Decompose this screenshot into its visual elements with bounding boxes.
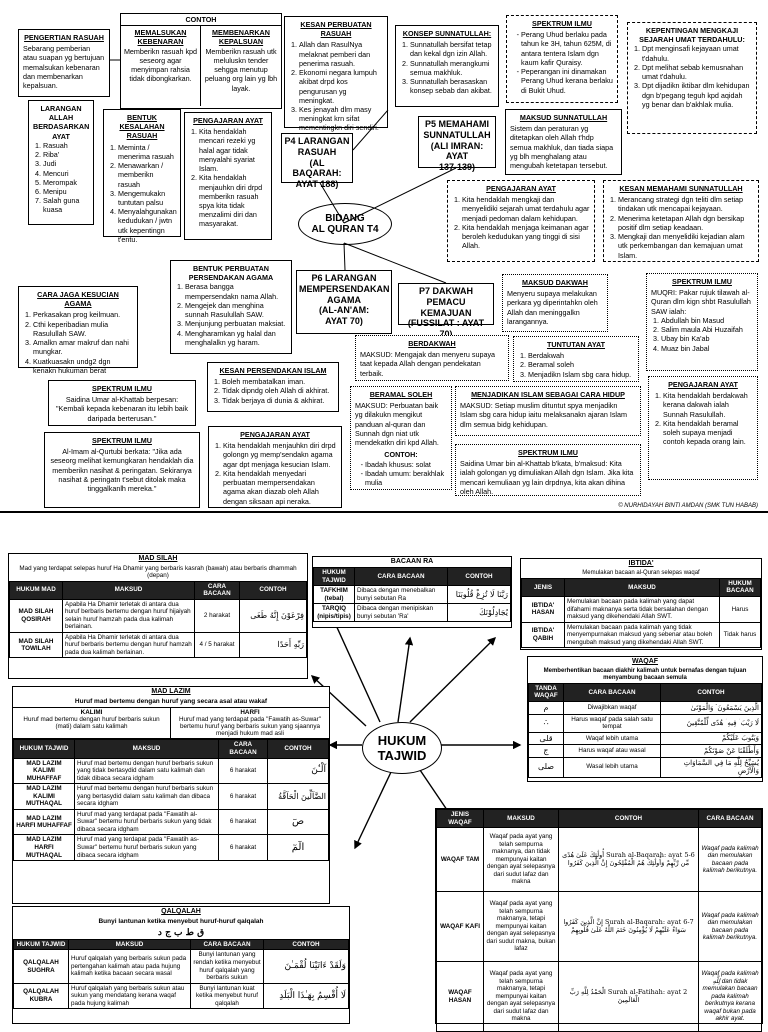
list-item: 2. Menawarkan / memberikn rasuah bbox=[118, 161, 176, 189]
maksud-sunnatullah-box bbox=[505, 109, 622, 175]
list-item: 1. Kita hendaklah mencari rezeki yg halal agar tidak menyalahi syariat Islam. bbox=[199, 127, 267, 173]
mad-lazim-subtitle: Huruf mad bertemu dengan huruf yang secara asal atau wakaf bbox=[74, 698, 268, 706]
table-cell: WAQAF TAM bbox=[437, 828, 484, 892]
table-cell: MAD LAZIM HARFI MUTHAQAL bbox=[14, 835, 75, 861]
list-item: 4. Muaz bin Jabal bbox=[661, 344, 753, 353]
p5-line4: 137-139) bbox=[438, 162, 476, 173]
mad-lazim-table bbox=[12, 686, 330, 904]
list-item: 3. Tidak berjaya di dunia & akhirat. bbox=[222, 396, 334, 405]
p7-line3: (FUSSILAT : AYAT bbox=[407, 318, 485, 329]
bidang-line2: AL QURAN T4 bbox=[311, 224, 379, 235]
qalqalah-grid bbox=[13, 939, 349, 1009]
table-cell: ∴ bbox=[529, 714, 564, 732]
list-item: 1. Meminta / menerima rasuah bbox=[118, 143, 176, 161]
berdakwah-box bbox=[355, 335, 509, 381]
kesan-rasuah-title: KESAN PERBUATAN RASUAH bbox=[300, 20, 372, 39]
table-row bbox=[529, 714, 762, 732]
pengajaran-persendakan-box bbox=[208, 426, 342, 508]
waqaf-title: WAQAF bbox=[631, 658, 659, 665]
jenis-waqaf-table bbox=[435, 808, 763, 1024]
spektrum-umar-text: Saidina Umar al-Khattab berpesan: "Kembali kepada kebenaran itu lebih baik daripada berterusan." bbox=[55, 395, 188, 423]
list-item: 2. Kita hendaklah menjaga keimanan agar beroleh kedudukan yang tinggi di sisi Allah. bbox=[462, 223, 590, 251]
larangan-title: LARANGAN ALLAH BERDASARKAN AYAT bbox=[33, 104, 90, 141]
credit-text: © NURHIDAYAH BINTI AMDAN (SMK TUN HABAB) bbox=[618, 503, 758, 509]
table-cell: Waqaf pada kalimah لِلَّهِ dan tidak memulakan bacaan pada kalimah berikutnya kerana waqaf bukan pada akhir ayat. bbox=[699, 962, 762, 1032]
table-row bbox=[14, 950, 349, 983]
column-header: MAKSUD bbox=[565, 578, 720, 596]
list-item: 1. Kita hendaklah berdakwah kerana dakwah ialah Sunnah Rasulullah. bbox=[663, 391, 753, 419]
table-cell: الٓمٓ bbox=[268, 835, 329, 861]
table-cell: TAFKHIM (tebal) bbox=[314, 586, 355, 604]
list-item: - Ibadah khusus: solat bbox=[365, 460, 447, 469]
pengertian-title: PENGERTIAN RASUAH bbox=[24, 33, 104, 42]
spektrum-umar2-box bbox=[455, 444, 641, 496]
pengertian-rasuah-box bbox=[18, 29, 110, 97]
table-cell: MAD SILAH QOSIRAH bbox=[10, 599, 63, 632]
p4-line3: (AL BAQARAH: bbox=[292, 157, 342, 179]
table-row bbox=[14, 784, 329, 810]
table-cell: لَا رَيْبَ ۛ فِيهِ ۛ هُدًى لِّلْمُتَّقِينَ bbox=[661, 714, 762, 732]
kesan-rasuah-box bbox=[284, 16, 388, 133]
pengajaran-dakwah-box bbox=[648, 376, 758, 480]
table-cell: وَأَطْلَقْنَا عَنْ صَوْتَكُمْ bbox=[661, 745, 762, 758]
contoh-col1-text: Memberikn rasuah kpd seseorg agar menyimpan rahsia tidak dibongkarkan. bbox=[123, 46, 198, 84]
table-cell: Huruf mad yang terdapat pada "Fawatih al-Suwar" bertemu huruf berbaris sukun yang tidak dibaca secara idgham bbox=[75, 809, 219, 835]
beramal-soleh-title: BERAMAL SOLEH bbox=[369, 390, 433, 399]
hukum-tajwid-ellipse bbox=[362, 722, 442, 774]
table-row bbox=[529, 745, 762, 758]
column-header: MAKSUD bbox=[75, 740, 219, 758]
list-item: 2. Beramal soleh bbox=[528, 360, 634, 369]
cara-jaga-title: CARA JAGA KESUCIAN AGAMA bbox=[37, 290, 119, 309]
larangan-rasuah-box bbox=[28, 100, 94, 225]
table-cell: الضَّآلِّينَ الْحَآقَّةُ bbox=[268, 784, 329, 810]
table-cell: MAD LAZIM KALIMI MUTHAQAL bbox=[14, 784, 75, 810]
list-item: 4. Menyalahgunakan kedudukan / jwtn utk kepentingn t'entu. bbox=[118, 207, 176, 244]
table-cell: Waqaf pada ayat yang telah sempurna maknanya, tetapi mempunyai kaitan dengan ayat selepasnya dari sudut lafaz dan makna bbox=[484, 962, 559, 1032]
table-cell: فِرْعَوْنَ إِنَّهُ طَغَى bbox=[240, 599, 307, 632]
list-item: 1. Perkasakan prog keilmuan. bbox=[33, 310, 133, 319]
list-item: 1. Berasa bangga mempersendakn nama Allah. bbox=[185, 282, 287, 300]
beramal-contoh-title: CONTOH: bbox=[384, 450, 418, 460]
table-cell: Harus waqaf pada salah satu tempat bbox=[564, 714, 661, 732]
table-cell: Bunyi lantunan kuat ketika menyebut huruf qalqalah bbox=[191, 983, 264, 1009]
ibtida-grid bbox=[521, 578, 761, 648]
table-cell: 6 harakat bbox=[219, 784, 268, 810]
table-cell: Bunyi lantunan yang rendah ketika menyebut huruf qalqalah yang berbaris sukun bbox=[191, 950, 264, 983]
column-header: HUKUM TAJWID bbox=[14, 740, 75, 758]
table-row bbox=[522, 622, 761, 648]
table-cell: Memulakan bacaan pada kalimah yang tidak menyempurnakan maksud yang sebenar atau boleh mengubah maksud yang dikehendaki Allah SWT. bbox=[565, 622, 720, 648]
table-row bbox=[522, 597, 761, 623]
list-item: 2. Riba' bbox=[43, 150, 89, 159]
kalimi-title: KALIMI bbox=[80, 708, 103, 716]
column-header: CONTOH bbox=[448, 568, 511, 586]
table-cell: Wasal lebih utama bbox=[564, 757, 661, 777]
berdakwah-title: BERDAKWAH bbox=[408, 339, 456, 348]
table-cell: IBTIDA' HASAN bbox=[522, 597, 565, 623]
table-cell: 2 harakat bbox=[195, 599, 240, 632]
table-cell: Memulakan bacaan pada kalimah yang dapat difahami maknanya serta tidak bersalahan dengan maksud yang dikehendaki Allah SWT. bbox=[565, 597, 720, 623]
column-header: MAKSUD bbox=[63, 581, 195, 599]
p6-line4: (AL-AN'AM: bbox=[318, 305, 370, 316]
maksud-sunnatullah-text: Sistem dan peraturan yg ditetapkan oleh Allah t'hdp semua makhluk, dan tiada siapa yg blh menghalang atau mengubah ketetapan tersebut. bbox=[510, 124, 614, 171]
kesan-sunnatullah-title: KESAN MEMAHAMI SUNNATULLAH bbox=[619, 184, 743, 193]
column-header: HUKUM TAJWID bbox=[314, 568, 355, 586]
column-header: CARA BACAAN bbox=[564, 683, 661, 701]
column-header: CARA BACAAN bbox=[195, 581, 240, 599]
table-cell: MAD LAZIM KALIMI MUHAFFAF bbox=[14, 758, 75, 784]
table-cell: Waqaf pada ayat yang telah sempurna maknanya, dan tidak mempunyai kaitan dengan ayat selepasnya dari sudut lafaz dan makna bbox=[484, 828, 559, 892]
table-cell: MAD LAZIM HARFI MUHAFFAF bbox=[14, 809, 75, 835]
p7-line2: PEMACU KEMAJUAN bbox=[420, 296, 472, 318]
table-cell: WAQAF HASAN bbox=[437, 962, 484, 1032]
table-cell: لَا أُقْسِمُ بِهَـٰذَا الْبَلَدِ bbox=[264, 983, 349, 1009]
table-row bbox=[314, 604, 511, 622]
bentuk-kesalahan-title: BENTUK KESALAHAN RASUAH bbox=[119, 113, 165, 141]
column-header: JENIS bbox=[522, 578, 565, 596]
p6-line2: MEMPERSENDAKAN bbox=[299, 283, 390, 294]
table-cell: TARQIQ (nipis/tipis) bbox=[314, 604, 355, 622]
table-row bbox=[529, 757, 762, 777]
list-item: 3. Ubay bin Ka'ab bbox=[661, 334, 753, 343]
p7-line1: P7 DAKWAH bbox=[418, 286, 473, 296]
table-cell: رَبِّهِ أَحَدًا bbox=[240, 632, 307, 658]
table-cell: QALQALAH KUBRA bbox=[14, 983, 69, 1009]
maksud-dakwah-box bbox=[502, 274, 608, 332]
column-header: CARA BACAAN bbox=[191, 939, 264, 950]
column-header: CARA BACAAN bbox=[699, 810, 762, 828]
berdakwah-text: MAKSUD: Mengajak dan menyeru supaya taat kepada Allah dengan pendekatan terbaik. bbox=[360, 350, 496, 378]
p4-line2: RASUAH bbox=[297, 146, 337, 157]
list-item: 3. Amalkn amar makruf dan nahi mungkar. bbox=[33, 338, 133, 356]
p5-topic-box bbox=[418, 116, 496, 173]
p6-line3: AGAMA bbox=[327, 294, 361, 305]
table-row bbox=[437, 828, 762, 892]
list-item: 6. Menipu bbox=[43, 187, 89, 196]
list-item: 2. Kita hendaklah menjauhkn diri drpd memberikn rasuah spya kita tidak menzalimi diri dan masyarakat. bbox=[199, 173, 267, 228]
table-cell: 6 harakat bbox=[219, 758, 268, 784]
table-cell: 4 / 5 harakat bbox=[195, 632, 240, 658]
table-cell: Dibaca dengan menipiskan bunyi sebutan 'Ra' bbox=[355, 604, 448, 622]
list-item: 2. Ekonomi negara lumpuh akibat drpd kos pengurusan yg meningkat. bbox=[299, 68, 383, 105]
kalimi-text: Huruf mad bertemu dengan huruf berbaris sukun (mati) dalam satu kalimah bbox=[23, 715, 160, 730]
spektrum-muqri-box bbox=[646, 273, 758, 371]
list-item: 7. Salah guna kuasa bbox=[43, 196, 89, 214]
table-cell: Waqaf pada kalimah dan memulakan bacaan pada kalimah berikutnya. bbox=[699, 892, 762, 962]
pengajaran-rasuah-box bbox=[184, 112, 272, 240]
list-item: 2. Mengejek dan menghina sunnah Rasulullah SAW. bbox=[185, 301, 287, 319]
konsep-sunnatullah-box bbox=[395, 25, 499, 107]
table-cell: Huruf mad bertemu dengan huruf berbaris sukun yang bertasydid dalam satu kalimah dan dibaca secara idgham bbox=[75, 784, 219, 810]
kepentingan-title: KEPENTINGAN MENGKAJI SEJARAH UMAT TERDAHULU: bbox=[639, 26, 745, 45]
table-cell: WAQAF KAFI bbox=[437, 892, 484, 962]
list-item: 3. Dpt dijadikn iktibar dlm kehidupan dgn b'pegang teguh kpd aqidah yg benar dan b'akhlak mulia. bbox=[642, 81, 752, 109]
pengajaran-title: PENGAJARAN AYAT bbox=[486, 184, 556, 193]
table-cell: 6 harakat bbox=[219, 835, 268, 861]
table-cell: ج bbox=[529, 745, 564, 758]
pengajaran-title: PENGAJARAN AYAT bbox=[193, 116, 263, 125]
mad-lazim-grid bbox=[13, 739, 329, 861]
contoh-col2-title: MEMBENARKAN KEPALSUAN bbox=[212, 28, 270, 47]
list-item: 1. Dpt menginsafi kejayaan umat t'dahulu. bbox=[642, 44, 752, 62]
kesan-persendakan-box bbox=[207, 362, 339, 412]
hukum-tajwid-line1: HUKUM bbox=[377, 733, 427, 748]
table-cell: Huruf mad yang terdapat pada "Fawatih as-Suwar" bertemu huruf berbaris sukun yang dibaca secara idgham bbox=[75, 835, 219, 861]
table-cell: 6 harakat bbox=[219, 809, 268, 835]
section-divider bbox=[0, 511, 768, 513]
jenis-waqaf-grid bbox=[436, 809, 762, 1032]
ibtida-subtitle: Memulakan bacaan al-Quran selepas waqaf bbox=[582, 570, 700, 577]
pengajaran-sunnatullah-box bbox=[447, 180, 595, 262]
tuntutan-title: TUNTUTAN AYAT bbox=[546, 340, 606, 349]
table-cell: Waqaf pada kalimah dan memulakan bacaan pada kalimah berikutnya. bbox=[699, 828, 762, 892]
table-row bbox=[10, 632, 307, 658]
list-item: 3. Menjadikn Islam sbg cara hidup. bbox=[528, 370, 634, 379]
table-row bbox=[314, 586, 511, 604]
islam-cara-hidup-title: MENJADIKAN ISLAM SEBAGAI CARA HIDUP bbox=[471, 390, 625, 399]
table-cell: صلى bbox=[529, 757, 564, 777]
list-item: 3. Sunnatullah berasaskan konsep sebab dan akibat. bbox=[410, 77, 494, 95]
list-item: 1. Abdullah bin Masud bbox=[661, 316, 753, 325]
spektrum-title: SPEKTRUM ILMU bbox=[532, 19, 592, 28]
ibtida-title: IBTIDA' bbox=[628, 560, 654, 567]
table-row bbox=[14, 758, 329, 784]
pengajaran-title: PENGAJARAN AYAT bbox=[240, 430, 310, 439]
table-cell: آلْـٰٔنَ bbox=[268, 758, 329, 784]
table-cell: Tidak harus bbox=[720, 622, 761, 648]
list-item: 2. Sunnatullah merangkumi semua makhluk. bbox=[410, 59, 494, 77]
kepentingan-sejarah-box bbox=[627, 22, 757, 134]
list-item: 2. Salim maula Abi Huzaifah bbox=[661, 325, 753, 334]
spektrum-umar2-text: Saidina Umar bin al-Khattab b'kata, b'maksud: Kita ialah golongan yg dimuliakan Allah dgn Islam. Jika kita mencari kemuliaan yg lain drpdnya, kita akan dihina oleh Allah. bbox=[460, 459, 634, 496]
bentuk-persendakan-title: BENTUK PERBUATAN PERSENDAKAN AGAMA bbox=[188, 264, 274, 283]
p5-line1: P5 MEMAHAMI bbox=[424, 119, 489, 129]
p6-topic-box bbox=[296, 270, 392, 334]
column-header: CONTOH bbox=[240, 581, 307, 599]
table-cell: Apabila Ha Dhamir terletak di antara dua huruf berbaris bertemu dengan huruf hijaiyah selain huruf hamzah pada dua kalimah berlainan. bbox=[63, 599, 195, 632]
p4-line1: P4 LARANGAN bbox=[284, 136, 350, 146]
islam-cara-hidup-box bbox=[455, 386, 641, 436]
list-item: 1. Allah dan RasulNya melaknat pemberi dan penerima rasuah. bbox=[299, 40, 383, 68]
spektrum-uhud-box bbox=[506, 15, 618, 103]
table-row bbox=[14, 835, 329, 861]
spektrum-title: SPEKTRUM ILMU bbox=[92, 384, 152, 393]
column-header: HUKUM TAJWID bbox=[14, 939, 69, 950]
table-cell: Dibaca dengan menebalkan bunyi sebutan Ra bbox=[355, 586, 448, 604]
qalqalah-title: QALQALAH bbox=[161, 908, 201, 915]
column-header: CARA BACAAN bbox=[219, 740, 268, 758]
table-row bbox=[437, 962, 762, 1032]
waqaf-subtitle: Memberhentikan bacaan diakhir kalimah untuk bernafas dengan tujuan menyambung bacaan semula bbox=[543, 668, 747, 681]
table-cell: Surah al-Fatihah: ayat 2 الْحَمْدُ لِلَّهِ رَبِّ الْعَالَمِينَ bbox=[559, 962, 699, 1032]
list-item: 2. Cthi keperibadian mulia Rasulullah SAW. bbox=[33, 320, 133, 338]
table-cell: Apabila Ha Dhamir terletak di antara dua huruf berbaris bertemu dengan huruf hamzah pada dua kalimah berlainan. bbox=[63, 632, 195, 658]
p4-line4: AYAT 188) bbox=[295, 179, 339, 190]
column-header: MAKSUD bbox=[69, 939, 191, 950]
list-item: - Ibadah umum: berakhlak mulia bbox=[365, 469, 447, 487]
table-cell: Waqaf lebih utama bbox=[564, 732, 661, 745]
kesan-sunnatullah-box bbox=[603, 180, 759, 262]
contoh-col2-text: Memberikn rasuah utk meluluskn tender sehgga menutup peluang org lain yg lbh layak. bbox=[204, 46, 278, 93]
maksud-sunnatullah-title: MAKSUD SUNNATULLAH bbox=[519, 113, 608, 122]
bidang-line1: BIDANG bbox=[325, 213, 365, 224]
list-item: 1. Rasuah bbox=[43, 141, 89, 150]
column-header: CONTOH bbox=[268, 740, 329, 758]
list-item: 3. Judi bbox=[43, 159, 89, 168]
column-header: CARA BACAAN bbox=[355, 568, 448, 586]
table-cell: م bbox=[529, 701, 564, 714]
konsep-title: KONSEP SUNNATULLAH: bbox=[402, 29, 492, 38]
mad-silah-grid bbox=[9, 581, 307, 659]
spektrum-title: SPEKTRUM ILMU bbox=[518, 448, 578, 457]
list-item: 3. Mengemukakn tuntutan palsu bbox=[118, 189, 176, 207]
list-item: 2. Menerima ketetapan Allah dgn bersikap positif dlm setiap keadaan. bbox=[618, 214, 754, 232]
mad-lazim-title: MAD LAZIM bbox=[151, 688, 191, 695]
column-header: MAKSUD bbox=[484, 810, 559, 828]
column-header: HUKUM MAD bbox=[10, 581, 63, 599]
column-header: TANDA WAQAF bbox=[529, 683, 564, 701]
bentuk-persendakan-box bbox=[170, 260, 292, 354]
kesan-persendakan-title: KESAN PERSENDAKAN ISLAM bbox=[219, 366, 327, 375]
list-item: 3. Mengkaji dan menyelidiki kejadian alam utk perkembangan dan kemajuan umat Islam. bbox=[618, 232, 754, 260]
table-cell: Huruf qalqalah yang berbaris sukun pada pertengahan kalimah atau pada hujung kalimah ketika bacaan secara wasal bbox=[69, 950, 191, 983]
harfi-title: HARFI bbox=[240, 708, 260, 716]
list-item: 4. Mencuri bbox=[43, 169, 89, 178]
list-item: 1. Kita hendaklah menjauhkn diri drpd golongn yg memp'sendakn agama agar dpt menjaga kesucian Islam. bbox=[223, 441, 337, 469]
list-item: 3. Kes jenayah dlm masy meningkat krn sifat mementingkn diri sendiri. bbox=[299, 105, 383, 133]
pengertian-text: Sebarang pemberian atau suapan yg bertujuan memalsukan kebenaran dan membenarkan kepalsuan. bbox=[23, 44, 105, 91]
table-cell: الَّذِينَ يَسْمَعُونَ ۘ وَالْمَوْتَىٰ bbox=[661, 701, 762, 714]
contoh-title: CONTOH bbox=[121, 14, 281, 26]
cara-jaga-box bbox=[18, 286, 138, 375]
table-row bbox=[529, 701, 762, 714]
list-item: 2. Kita hendaklah beramal soleh supaya menjadi contoh kepada orang lain. bbox=[663, 419, 753, 447]
list-item: 1. Kita hendaklah mengkaji dan menyelidiki sejarah umat terdahulu agar menjadi pedoman dalam kehidupan. bbox=[462, 195, 590, 223]
contoh-col1-title: MEMALSUKAN KEBENARAN bbox=[134, 28, 187, 47]
spektrum-title: SPEKTRUM ILMU bbox=[672, 277, 732, 286]
table-row bbox=[10, 599, 307, 632]
p7-topic-box bbox=[398, 283, 494, 329]
table-cell: Huruf mad bertemu dengan huruf berbaris sukun yang tidak bertasydid dalam satu kalimah dan tidak dibaca secara idgham bbox=[75, 758, 219, 784]
list-item: 1. Berdakwah bbox=[528, 351, 634, 360]
column-header: JENIS WAQAF bbox=[437, 810, 484, 828]
list-item: - Peperangan ini dinamakan Perang Uhud kerana berlaku di Bukit Uhud. bbox=[521, 67, 613, 95]
list-item: 1. Merancang strategi dgn teliti dlm setiap tindakan utk mencapai kejayaan. bbox=[618, 195, 754, 213]
maksud-dakwah-text: Menyeru supaya melakukan perkara yg diperintahkn oleh Allah dan meninggalkn larangannya. bbox=[507, 289, 598, 326]
list-item: 1. Boleh membatalkan iman. bbox=[222, 377, 334, 386]
table-row bbox=[437, 892, 762, 962]
column-header: CONTOH bbox=[559, 810, 699, 828]
tuntutan-ayat-box bbox=[513, 336, 639, 382]
islam-cara-hidup-text: MAKSUD: Setiap muslim dituntut spya menjadikn Islam sbg cara hidup iaitu melaksanakn ajaran Islam dlm semua bidg kehidupan. bbox=[460, 401, 627, 429]
table-cell: قلى bbox=[529, 732, 564, 745]
list-item: 4. Mengharamkan yg halal dan menghalalkn yg haram. bbox=[185, 329, 287, 347]
table-cell: IBTIDA' QABIH bbox=[522, 622, 565, 648]
table-cell: وَيَتُوبَ عَلَيْكُمْ bbox=[661, 732, 762, 745]
table-cell: رَبَّنَا لَا تُزِغْ قُلُوبَنَا bbox=[448, 586, 511, 604]
hukum-tajwid-line2: TAJWID bbox=[377, 748, 427, 763]
table-cell: Surah al-Baqarah: ayat 5-6 أُولَٰئِكَ عَلَىٰ هُدًى مِّن رَّبِّهِمْ وَأُولَٰئِكَ هُمُ الْمُفْلِحُونَ إِنَّ الَّذِينَ كَفَرُوا bbox=[559, 828, 699, 892]
mad-silah-title: MAD SILAH bbox=[138, 555, 178, 562]
p5-line2: SUNNATULLAH bbox=[423, 129, 491, 140]
mad-silah-subtitle: Mad yang terdapat selepas huruf Ha Dhamir yang berbaris kasrah (bawah) atau berbaris dhammah (depan) bbox=[19, 565, 297, 580]
list-item: 2. Kita hendaklah menyedari perbuatan mempersendakan agama akan diazab oleh Allah dengan siksaan api neraka. bbox=[223, 469, 337, 506]
list-item: 2. Dpt melihat sebab kemusnahan umat t'dahulu. bbox=[642, 63, 752, 81]
harfi-text: Huruf mad yang terdapat pada "Fawatih as-Suwar" bertemu huruf yang berbaris sukun yang sjaannya menjadi hukum mad asli bbox=[178, 715, 322, 738]
spektrum-qurtubi-box bbox=[44, 432, 200, 508]
column-header: CONTOH bbox=[661, 683, 762, 701]
p5-line3: (ALI IMRAN: AYAT bbox=[430, 140, 484, 162]
table-cell: Surah al-Baqarah: ayat 6-7 إِنَّ الَّذِينَ كَفَرُوا سَوَاءٌ عَلَيْهِمْ لَا يُؤْمِنُونَ خَتَمَ اللَّهُ عَلَىٰ قُلُوبِهِمْ bbox=[559, 892, 699, 962]
bacaan-ra-title: BACAAN RA bbox=[390, 558, 434, 565]
column-header: HUKUM BACAAN bbox=[720, 578, 761, 596]
table-cell: يُسَبِّحُ لِلَّهِ مَا فِي السَّمَاوَاتِ وَالْأَرْضِ bbox=[661, 757, 762, 777]
table-cell: Diwajibkan waqaf bbox=[564, 701, 661, 714]
p4-topic-box bbox=[281, 133, 353, 190]
table-cell: Waqaf pada ayat yang telah sempurna maknanya, tetapi mempunyai kaitan dengan ayat selepasnya dari sudut makna, bukan lafaz bbox=[484, 892, 559, 962]
table-cell: صٓ bbox=[268, 809, 329, 835]
list-item: 4. Kuatkuasakn undg2 dgn kenakn hukuman berat bbox=[33, 357, 133, 375]
spektrum-umar-box bbox=[48, 380, 196, 426]
bidang-ellipse bbox=[298, 203, 392, 245]
maksud-dakwah-title: MAKSUD DAKWAH bbox=[522, 278, 588, 287]
table-cell: Huruf qalqalah yang berbaris sukun atau sukun yang mendatang kerana waqaf pada hujung kalimah bbox=[69, 983, 191, 1009]
p6-line5: AYAT 70) bbox=[325, 316, 363, 327]
table-cell: MAD SILAH TOWILAH bbox=[10, 632, 63, 658]
bacaan-ra-grid bbox=[313, 567, 511, 622]
qalqalah-letters: ق ط ب ج د bbox=[157, 927, 205, 938]
list-item: 3. Menjunjung perbuatan maksiat. bbox=[185, 319, 287, 328]
qalqalah-subtitle: Bunyi lantunan ketika menyebut huruf-huruf qalqalah bbox=[98, 918, 264, 926]
spektrum-title: SPEKTRUM ILMU bbox=[92, 436, 152, 445]
ibtida-table bbox=[520, 558, 762, 650]
list-item: 5. Merompak bbox=[43, 178, 89, 187]
contoh-box bbox=[120, 13, 282, 109]
beramal-soleh-box bbox=[350, 386, 452, 490]
bacaan-ra-table bbox=[312, 556, 512, 628]
mad-silah-table bbox=[8, 553, 308, 679]
table-cell: وَلَقَدْ ءَاتَيْنَا لُقْمَـٰنَ bbox=[264, 950, 349, 983]
table-row bbox=[14, 809, 329, 835]
table-row bbox=[14, 983, 349, 1009]
bentuk-kesalahan-box bbox=[103, 109, 181, 244]
table-row bbox=[529, 732, 762, 745]
column-header: CONTOH bbox=[264, 939, 349, 950]
list-item: 1. Sunnatullah bersifat tetap dan kekal dgn izin Allah. bbox=[410, 40, 494, 58]
table-cell: Harus bbox=[720, 597, 761, 623]
beramal-soleh-text: MAKSUD: Perbuatan baik yg dilakukn mengikut panduan al-quran dan Sunnah dgn niat utk mendekatkn diri kpd Allah. bbox=[355, 401, 439, 448]
p6-line1: P6 LARANGAN bbox=[311, 273, 377, 283]
waqaf-table bbox=[527, 656, 763, 782]
table-cell: Harus waqaf atau wasal bbox=[564, 745, 661, 758]
qalqalah-table bbox=[12, 906, 350, 1024]
spektrum-muqri-intro: MUQRI: Pakar rujuk tilawah al-Quran dlm kign shbt Rasulullah SAW ialah: bbox=[651, 288, 751, 316]
list-item: 2. Tidak dipndg oleh Allah di akhirat. bbox=[222, 386, 334, 395]
table-cell: يُجَادِلُوْنَكَ bbox=[448, 604, 511, 622]
spektrum-qurtubi-text: Al-Imam al-Qurtubi berkata: "Jika ada seseorg melihat kemungkaran hendaklah dia memberikn nasihat & peringatan. Sekiranya nasihat & peringatn t'sebut ditolak maka tinggalkanlh mereka." bbox=[50, 447, 194, 494]
table-cell: QALQALAH SUGHRA bbox=[14, 950, 69, 983]
waqaf-grid bbox=[528, 683, 762, 778]
list-item: - Perang Uhud berlaku pada tahun ke 3H, tahun 625M, di antara tentera Islam dgn kaum kafir Quraisy. bbox=[521, 30, 613, 67]
pengajaran-title: PENGAJARAN AYAT bbox=[668, 380, 738, 389]
